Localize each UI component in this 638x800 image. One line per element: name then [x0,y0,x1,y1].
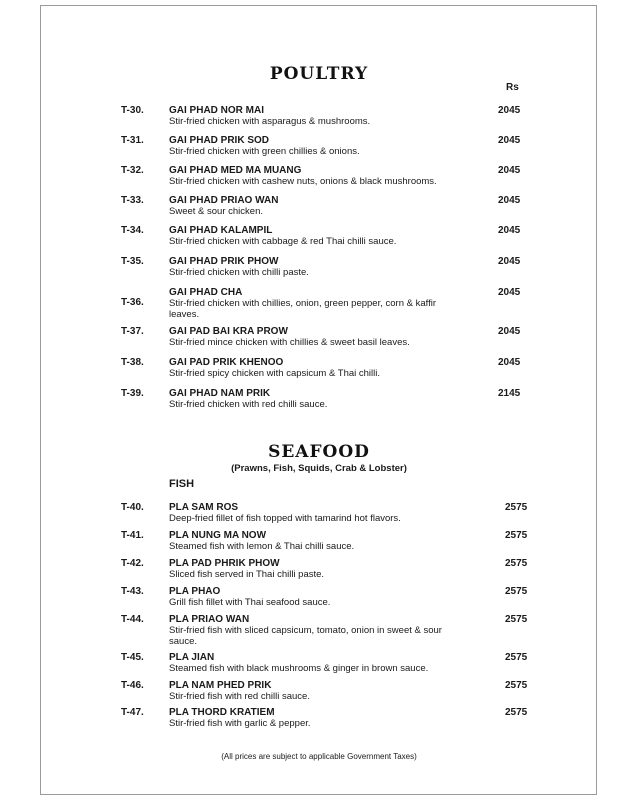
item-price: 2045 [498,195,521,206]
item-name: PLA THORD KRATIEM [169,707,275,718]
item-name: PLA JIAN [169,652,215,663]
item-price: 2575 [505,530,528,541]
item-name: GAI PHAD MED MA MUANG [169,165,302,176]
item-description: Stir-fried chicken with chillies, onion, green pepper, corn & kaffir leaves. [169,298,437,320]
item-code: T-31. [121,135,144,146]
item-code: T-33. [121,195,144,206]
item-price: 2045 [498,165,521,176]
item-description: Deep-fried fillet of fish topped with tamarind hot flavors. [169,513,401,524]
item-code: T-39. [121,388,144,399]
item-price: 2575 [505,558,528,569]
item-name: GAI PHAD PRIK SOD [169,135,270,146]
item-price: 2045 [498,135,521,146]
poultry-title: POULTRY [269,64,369,84]
item-name: GAI PAD BAI KRA PROW [169,326,288,337]
item-name: GAI PHAD PRIK PHOW [169,256,279,267]
item-price: 2145 [498,388,521,399]
item-description: Stir-fried chicken with cashew nuts, onions & black mushrooms. [169,176,437,187]
item-description: Sweet & sour chicken. [169,206,263,217]
item-description: Stir-fried fish with red chilli sauce. [169,691,310,702]
item-code: T-47. [121,707,144,718]
item-price: 2575 [505,614,528,625]
item-price: 2575 [505,502,528,513]
item-price: 2575 [505,586,528,597]
item-name: PLA SAM ROS [169,502,239,513]
item-code: T-43. [121,586,144,597]
item-price: 2045 [498,287,521,298]
item-name: GAI PHAD KALAMPIL [169,225,273,236]
item-description: Sliced fish served in Thai chilli paste. [169,569,325,580]
item-name: PLA PAD PHRIK PHOW [169,558,280,569]
item-description: Stir-fried spicy chicken with capsicum & Thai chilli. [169,368,381,379]
footer-note: (All prices are subject to applicable Government Taxes) [221,752,417,761]
item-description: Steamed fish with lemon & Thai chilli sauce. [169,541,355,552]
item-code: T-42. [121,558,144,569]
seafood-title: SEAFOOD [268,442,370,462]
item-code: T-38. [121,357,144,368]
item-code: T-30. [121,105,144,116]
currency-label: Rs [506,82,519,93]
item-name: GAI PAD PRIK KHENOO [169,357,284,368]
item-name: PLA NUNG MA NOW [169,530,267,541]
item-description: Stir-fried chicken with cabbage & red Thai chilli sauce. [169,236,397,247]
item-name: GAI PHAD NAM PRIK [169,388,271,399]
item-description: Stir-fried fish with garlic & pepper. [169,718,311,729]
item-code: T-45. [121,652,144,663]
item-price: 2575 [505,652,528,663]
item-description: Stir-fried chicken with green chillies & onions. [169,146,360,157]
item-name: GAI PHAD NOR MAI [169,105,264,116]
item-name: GAI PHAD PRIAO WAN [169,195,279,206]
item-price: 2045 [498,256,521,267]
item-price: 2045 [498,105,521,116]
item-code: T-34. [121,225,144,236]
item-code: T-32. [121,165,144,176]
item-code: T-35. [121,256,144,267]
item-price: 2045 [498,326,521,337]
item-description: Stir-fried chicken with chilli paste. [169,267,309,278]
item-description: Grill fish fillet with Thai seafood sauce. [169,597,331,608]
fish-heading: FISH [169,478,195,490]
item-code: T-46. [121,680,144,691]
item-code: T-36. [121,297,144,308]
item-code: T-40. [121,502,144,513]
item-name: PLA PHAO [169,586,221,597]
item-price: 2575 [505,680,528,691]
item-code: T-37. [121,326,144,337]
seafood-subtitle: (Prawns, Fish, Squids, Crab & Lobster) [231,463,407,474]
item-name: PLA NAM PHED PRIK [169,680,272,691]
item-price: 2045 [498,357,521,368]
item-description: Stir-fried fish with sliced capsicum, tomato, onion in sweet & sour sauce. [169,625,442,647]
item-code: T-41. [121,530,144,541]
item-description: Stir-fried mince chicken with chillies & sweet basil leaves. [169,337,410,348]
item-description: Steamed fish with black mushrooms & ginger in brown sauce. [169,663,429,674]
item-price: 2045 [498,225,521,236]
item-code: T-44. [121,614,144,625]
item-description: Stir-fried chicken with red chilli sauce. [169,399,328,410]
item-description: Stir-fried chicken with asparagus & mushrooms. [169,116,371,127]
item-name: PLA PRIAO WAN [169,614,250,625]
item-price: 2575 [505,707,528,718]
item-name: GAI PHAD CHA [169,287,243,298]
